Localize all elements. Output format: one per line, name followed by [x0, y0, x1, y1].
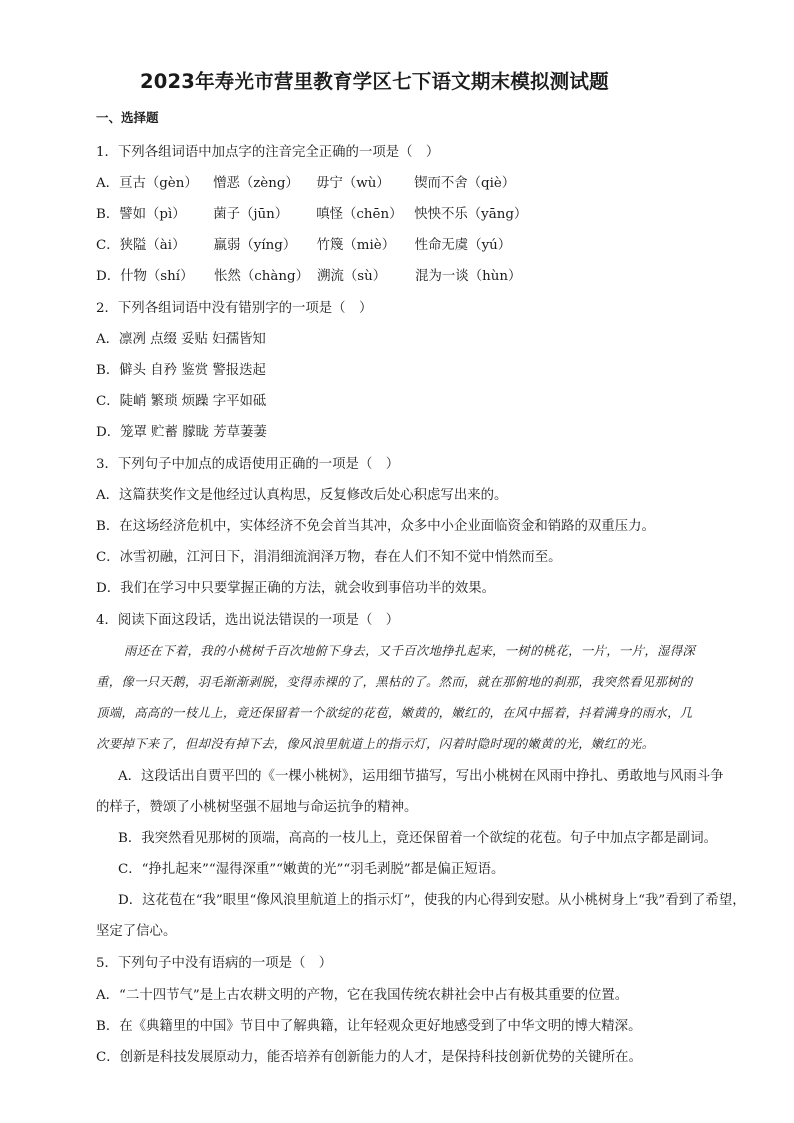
option-word: 亘古（gèn）	[119, 176, 198, 191]
question-3-option-c[interactable]: C．冰雪初融，江河日下，涓涓细流润泽万物，春在人们不知不觉中悄然而至。	[96, 550, 562, 565]
option-word: 溯流（sù）	[317, 269, 387, 284]
question-2-option-c[interactable]: C．陡峭 繁琐 烦躁 字平如砥	[96, 394, 267, 409]
option-word: 狭隘（ài）	[119, 238, 186, 253]
question-1-option-a[interactable]	[96, 172, 515, 191]
option-text: B．我突然看见那树的顶端，高高的一枝儿上，竟还保留着一个欲绽的花苞。句子中加点字都是副词。	[118, 831, 718, 846]
question-5-stem: 5．下列句子中没有语病的一项是（ ）	[96, 956, 333, 971]
option-word: 羸弱（yíng）	[213, 238, 297, 253]
option-word: 竹篾（miè）	[316, 238, 396, 253]
passage-line: 雨还在下着，我的小桃树千百次地俯下身去，又千百次地挣扎起来，一树的桃花，一片，一片，湿得深	[124, 643, 696, 658]
question-5-option-c[interactable]: C．创新是科技发展原动力，能否培养有创新能力的人才，是保持科技创新优势的关键所在。	[96, 1050, 642, 1065]
option-word: 嗔怪（chēn）	[316, 207, 403, 222]
question-2-option-d[interactable]: D．笼罩 贮蓄 朦眬 芳草萋萋	[96, 425, 267, 440]
passage-line: 顶端，高高的一枝儿上，竟还保留着一个欲绽的花苞，嫩黄的，嫩红的，在风中摇着，抖着满身的雨水，几	[96, 705, 693, 720]
question-3-option-b[interactable]: B．在这场经济危机中，实体经济不免会首当其冲，众多中小企业面临资金和销路的双重压力。	[96, 519, 655, 534]
option-label: C．	[96, 238, 120, 253]
section-heading: 一、选择题	[96, 110, 159, 125]
option-word: 菌子（jūn）	[213, 207, 289, 222]
option-label: D．	[96, 269, 121, 284]
option-word: 怅然（chàng）	[214, 269, 310, 284]
option-label: A．	[96, 176, 120, 191]
question-3-stem: 3．下列句子中加点的成语使用正确的一项是（ ）	[96, 457, 400, 472]
option-word: 锲而不舍（qiè）	[414, 176, 516, 191]
question-2-stem: 2．下列各组词语中没有错别字的一项是（ ）	[96, 301, 373, 316]
option-word: 什物（shí）	[120, 269, 194, 284]
question-1-option-b[interactable]	[96, 203, 527, 222]
question-2-option-b[interactable]: B．僻头 自矜 鉴赏 警报迭起	[96, 363, 266, 378]
question-1-option-c[interactable]	[96, 234, 511, 253]
question-5-option-b[interactable]: B．在《典籍里的中国》节目中了解典籍，让年轻观众更好地感受到了中华文明的博大精深。	[96, 1019, 642, 1034]
option-label: B．	[96, 207, 120, 222]
option-word: 譬如（pì）	[119, 207, 186, 222]
option-word: 混为一谈（hùn）	[415, 269, 522, 284]
question-3-option-a[interactable]: A．这篇获奖作文是他经过认真构思，反复修改后处心积虑写出来的。	[96, 488, 508, 503]
option-text: D．这花苞在“我”眼里“像风浪里航道上的指示灯”，使我的内心得到安慰。从小桃树身上“我”看到了希望，	[118, 893, 746, 908]
exam-title: 2023年寿光市营里教育学区七下语文期末模拟测试题	[140, 70, 609, 93]
passage-line: 重，像一只天鹅，羽毛渐渐剥脱，变得赤裸的了，黑枯的了。然而，就在那俯地的刹那，我突然看见那树的	[96, 674, 693, 689]
option-word: 毋宁（wù）	[316, 176, 390, 191]
question-1-option-d[interactable]	[96, 265, 521, 284]
option-text: C．“挣扎起来”“湿得深重”“嫩黄的光”“羽毛剥脱”都是偏正短语。	[118, 862, 505, 877]
option-word: 憎恶（zèng）	[213, 176, 299, 191]
option-text: A．这段话出自贾平凹的《一棵小桃树》，运用细节描写，写出小桃树在风雨中挣扎、勇敢地与风雨斗争	[118, 769, 724, 784]
option-word: 怏怏不乐（yāng）	[414, 207, 528, 222]
option-word: 性命无虞（yú）	[414, 238, 512, 253]
question-1-stem: 1．下列各组词语中加点字的注音完全正确的一项是（ ）	[96, 145, 440, 160]
question-4-stem: 4．阅读下面这段话，选出说法错误的一项是（ ）	[96, 613, 400, 628]
question-2-option-a[interactable]: A．凛冽 点缀 妥贴 妇孺皆知	[96, 332, 266, 347]
option-text: 的样子，赞颂了小桃树坚强不屈地与命运抗争的精神。	[96, 800, 418, 815]
question-5-option-a[interactable]: A．“二十四节气”是上古农耕文明的产物，它在我国传统农耕社会中占有极其重要的位置。	[96, 988, 629, 1003]
question-3-option-d[interactable]: D．我们在学习中只要掌握正确的方法，就会收到事倍功半的效果。	[96, 581, 496, 596]
passage-line: 次要掉下来了，但却没有掉下去，像风浪里航道上的指示灯，闪着时隐时现的嫩黄的光，嫩红的光。	[96, 736, 655, 751]
option-text: 坚定了信心。	[96, 924, 177, 939]
